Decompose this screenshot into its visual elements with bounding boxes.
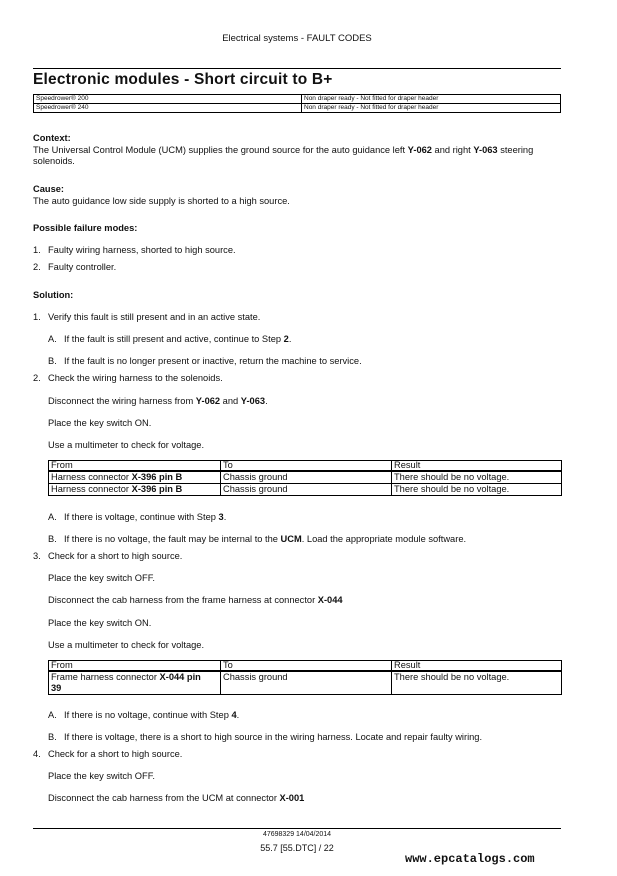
context-text (33, 145, 563, 168)
column-header-result: Result (392, 461, 562, 472)
column-header-to: To (221, 661, 392, 672)
voltage-check-table (48, 660, 562, 695)
option-text: If there is no voltage, the fault may be internal to the (64, 534, 281, 544)
instruction (48, 396, 268, 408)
cell-text: Frame harness connector (51, 672, 160, 682)
step-3-option-b (48, 732, 482, 744)
step-1-option-b (48, 356, 362, 368)
model-note-cell: Non draper ready - Not fitted for draper header (302, 104, 561, 113)
context-text-part: The Universal Control Module (UCM) supplies the ground source for the auto guidance left (33, 144, 408, 155)
model-cell: Speedrower® 240 (34, 104, 302, 113)
item-text: Faulty controller. (48, 262, 117, 272)
cause-section (33, 184, 563, 207)
connector-code: X-001 (279, 793, 305, 803)
option-letter: A. (48, 334, 57, 344)
step-reference: 2 (283, 334, 289, 344)
option-text: . Load the appropriate module software. (301, 534, 467, 544)
option-letter: A. (48, 710, 57, 720)
option-letter: A. (48, 512, 57, 522)
option-text: If there is voltage, there is a short to high source in the wiring harness. Locate and repair faulty wiring. (64, 732, 483, 742)
cell-from (49, 484, 221, 496)
cell-from (49, 471, 221, 484)
instruction: Place the key switch OFF. (48, 771, 155, 781)
cell-text: Harness connector (51, 472, 132, 482)
column-header-from: From (49, 461, 221, 472)
failure-modes-label: Possible failure modes: (33, 223, 138, 233)
context-text-part: and right (431, 144, 474, 155)
instruction-text: Disconnect the cab harness from the frame harness at connector (48, 595, 318, 605)
step-text: Verify this fault is still present and in an active state. (48, 312, 261, 322)
table-header-row (49, 461, 562, 472)
step-reference: 3 (218, 512, 224, 522)
option-text: . (236, 710, 240, 720)
option-text: If the fault is still present and active, continue to Step (64, 334, 284, 344)
document-number: 47698329 14/04/2014 (262, 831, 332, 838)
column-header-from: From (49, 661, 221, 672)
connector-code: Y-062 (195, 396, 221, 406)
step-reference: 4 (231, 710, 237, 720)
instruction-text: Disconnect the wiring harness from (48, 396, 196, 406)
cell-result: There should be no voltage. (392, 471, 562, 484)
step-number: 3. (33, 551, 41, 561)
column-header-to: To (221, 461, 392, 472)
option-text: . (288, 334, 292, 344)
context-section (33, 133, 563, 168)
pin-number: 39 (51, 683, 62, 693)
table-header-row (49, 661, 562, 672)
connector-code: Y-063 (240, 396, 266, 406)
connector-code: X-396 pin B (131, 472, 183, 482)
cell-to: Chassis ground (221, 471, 392, 484)
table-row (34, 104, 561, 113)
page-number: 55.7 [55.DTC] / 22 (260, 843, 334, 853)
instruction-text: and (220, 396, 241, 406)
model-cell: Speedrower® 200 (34, 95, 302, 104)
option-text: If there is voltage, continue with Step (64, 512, 219, 522)
step-2-option-b (48, 534, 466, 546)
connector-code: X-044 (317, 595, 343, 605)
instruction (48, 793, 304, 805)
cell-result: There should be no voltage. (392, 484, 562, 496)
option-letter: B. (48, 732, 57, 742)
cell-to: Chassis ground (221, 671, 392, 695)
instruction: Use a multimeter to check for voltage. (48, 440, 205, 450)
model-applicability-table (33, 94, 561, 113)
cause-label: Cause: (33, 184, 65, 194)
list-item (33, 245, 236, 257)
option-text: . (223, 512, 227, 522)
solenoid-code: Y-062 (407, 144, 432, 155)
step-3-option-a (48, 710, 239, 722)
cell-result: There should be no voltage. (392, 671, 562, 695)
item-text: Faulty wiring harness, shorted to high source. (48, 245, 236, 255)
connector-code: X-044 pin (159, 672, 201, 682)
step-1 (33, 312, 260, 324)
voltage-check-table (48, 460, 562, 496)
watermark: www.epcatalogs.com (405, 852, 535, 866)
table-row (34, 95, 561, 104)
context-label: Context: (33, 133, 71, 143)
step-number: 2. (33, 373, 41, 383)
step-1-option-a (48, 334, 291, 346)
connector-code: X-396 pin B (131, 484, 183, 494)
item-number: 2. (33, 262, 41, 272)
instruction: Place the key switch OFF. (48, 573, 155, 583)
option-letter: B. (48, 356, 57, 366)
step-number: 4. (33, 749, 41, 759)
step-text: Check for a short to high source. (48, 749, 183, 759)
footer-divider (33, 828, 561, 829)
step-2 (33, 373, 223, 385)
option-text: If the fault is no longer present or inactive, return the machine to service. (64, 356, 362, 366)
step-text: Check for a short to high source. (48, 551, 183, 561)
column-header-result: Result (392, 661, 562, 672)
list-item (33, 262, 116, 274)
model-note-cell: Non draper ready - Not fitted for draper header (302, 95, 561, 104)
step-text: Check the wiring harness to the solenoids. (48, 373, 223, 383)
item-number: 1. (33, 245, 41, 255)
module-name: UCM (280, 534, 302, 544)
instruction-text: . (265, 396, 268, 406)
cell-to: Chassis ground (221, 484, 392, 496)
cell-text: Harness connector (51, 484, 132, 494)
instruction-text: Disconnect the cab harness from the UCM at connector (48, 793, 280, 803)
running-header: Electrical systems - FAULT CODES (222, 33, 372, 44)
cause-text: The auto guidance low side supply is shorted to a high source. (33, 195, 290, 206)
table-row (49, 484, 562, 496)
step-3 (33, 551, 182, 563)
instruction: Place the key switch ON. (48, 618, 152, 628)
step-4 (33, 749, 182, 761)
option-letter: B. (48, 534, 57, 544)
instruction: Place the key switch ON. (48, 418, 152, 428)
option-text: If there is no voltage, continue with Step (64, 710, 232, 720)
table-row (49, 671, 562, 695)
table-row (49, 471, 562, 484)
solution-label: Solution: (33, 290, 74, 300)
cell-from (49, 671, 221, 695)
page-title: Electronic modules - Short circuit to B+ (33, 68, 561, 89)
context-text-part: steering solenoids. (33, 144, 534, 166)
step-2-option-a (48, 512, 226, 524)
instruction (48, 595, 343, 607)
instruction: Use a multimeter to check for voltage. (48, 640, 205, 650)
solenoid-code: Y-063 (473, 144, 498, 155)
step-number: 1. (33, 312, 41, 322)
